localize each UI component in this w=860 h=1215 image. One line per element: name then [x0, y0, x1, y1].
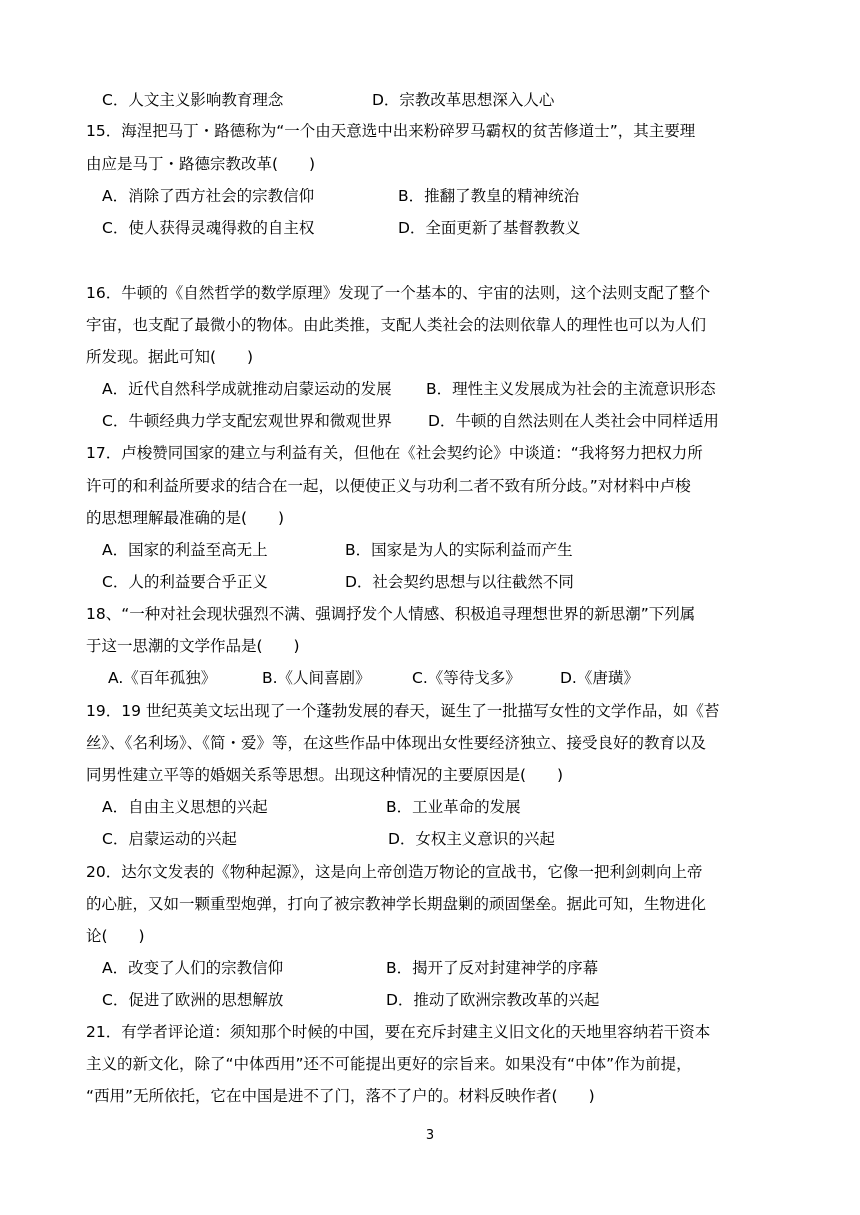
q19-option-c: C．启蒙运动的兴起 — [102, 830, 237, 848]
q17-option-d: D．社会契约思想与以往截然不同 — [345, 573, 574, 591]
q20-stem-line2: 的心脏，又如一颗重型炮弹，打向了被宗教神学长期盘剿的顽固堡垒。据此可知，生物进化 — [86, 895, 707, 913]
q17-option-a: A．国家的利益至高无上 — [102, 541, 268, 559]
q20-option-d: D．推动了欧洲宗教改革的兴起 — [386, 991, 600, 1009]
q18-option-d: D.《唐璜》 — [560, 669, 639, 687]
q20-stem-line1: 20．达尔文发表的《物种起源》，这是向上帝创造万物论的宣战书，它像一把利剑刺向上帝 — [86, 863, 703, 881]
q16-stem-line1: 16．牛顿的《自然哲学的数学原理》发现了一个基本的、宇宙的法则，这个法则支配了整个 — [86, 284, 711, 302]
q21-stem-line3: “西用”无所依托，它在中国是进不了门，落不了户的。材料反映作者( ) — [86, 1087, 595, 1105]
q14-option-d: D．宗教改革思想深入人心 — [372, 91, 555, 109]
q17-stem-line2: 许可的和利益所要求的结合在一起，以便使正义与功利二者不致有所分歧。”对材料中卢梭 — [86, 477, 691, 495]
q20-stem-line3: 论( ) — [86, 927, 145, 945]
q20-option-c: C．促进了欧洲的思想解放 — [102, 991, 284, 1009]
q18-stem-line1: 18、“一种对社会现状强烈不满、强调抒发个人情感、积极追寻理想世界的新思潮”下列属 — [86, 605, 696, 623]
q16-stem-line2: 宇宙，也支配了最微小的物体。由此类推，支配人类社会的法则依靠人的理性也可以为人们 — [86, 316, 707, 334]
q20-option-b: B．揭开了反对封建神学的序幕 — [386, 959, 599, 977]
q15-option-c: C．使人获得灵魂得救的自主权 — [102, 219, 315, 237]
q19-option-a: A．自由主义思想的兴起 — [102, 798, 268, 816]
q15-stem-line2: 由应是马丁・路德宗教改革( ) — [86, 155, 316, 173]
q17-option-b: B．国家是为人的实际利益而产生 — [345, 541, 573, 559]
q19-stem-line3: 同男性建立平等的婚姻关系等思想。出现这种情况的主要原因是( ) — [86, 766, 564, 784]
q18-option-b: B.《人间喜剧》 — [262, 669, 371, 687]
page-number: 3 — [425, 1128, 435, 1143]
q19-stem-line2: 丝》、《名利场》、《简・爱》等，在这些作品中体现出女性要经济独立、接受良好的教育以及 — [86, 734, 707, 752]
q20-option-a: A．改变了人们的宗教信仰 — [102, 959, 284, 977]
q18-option-a: A.《百年孤独》 — [108, 669, 217, 687]
q15-option-d: D．全面更新了基督教教义 — [398, 219, 581, 237]
q21-stem-line1: 21．有学者评论道：须知那个时候的中国，要在充斥封建主义旧文化的天地里容纳若干资本 — [86, 1023, 711, 1041]
q15-option-a: A．消除了西方社会的宗教信仰 — [102, 187, 315, 205]
q16-option-c: C．牛顿经典力学支配宏观世界和微观世界 — [102, 412, 392, 430]
q15-option-b: B．推翻了教皇的精神统治 — [398, 187, 580, 205]
q19-stem-line1: 19．19 世纪英美文坛出现了一个蓬勃发展的春天，诞生了一批描写女性的文学作品，如《苔 — [86, 702, 720, 720]
q19-option-d: D．女权主义意识的兴起 — [388, 830, 555, 848]
q14-option-c: C．人文主义影响教育理念 — [102, 91, 284, 109]
q21-stem-line2: 主义的新文化，除了“中体西用”还不可能提出更好的宗旨来。如果没有“中体”作为前提， — [86, 1055, 692, 1073]
q15-stem-line1: 15．海涅把马丁・路德称为“一个由天意选中出来粉碎罗马霸权的贫苦修道士”，其主要理 — [86, 122, 696, 140]
q16-option-d: D．牛顿的自然法则在人类社会中同样适用 — [428, 412, 719, 430]
q17-stem-line1: 17．卢梭赞同国家的建立与利益有关，但他在《社会契约论》中谈道：“我将努力把权力所 — [86, 444, 703, 462]
q17-option-c: C．人的利益要合乎正义 — [102, 573, 268, 591]
q17-stem-line3: 的思想理解最准确的是( ) — [86, 509, 285, 527]
q16-option-a: A．近代自然科学成就推动启蒙运动的发展 — [102, 380, 392, 398]
q19-option-b: B．工业革命的发展 — [386, 798, 521, 816]
q16-stem-line3: 所发现。据此可知( ) — [86, 348, 254, 366]
q18-stem-line2: 于这一思潮的文学作品是( ) — [86, 637, 300, 655]
q16-option-b: B．理性主义发展成为社会的主流意识形态 — [426, 380, 716, 398]
q18-option-c: C.《等待戈多》 — [412, 669, 521, 687]
